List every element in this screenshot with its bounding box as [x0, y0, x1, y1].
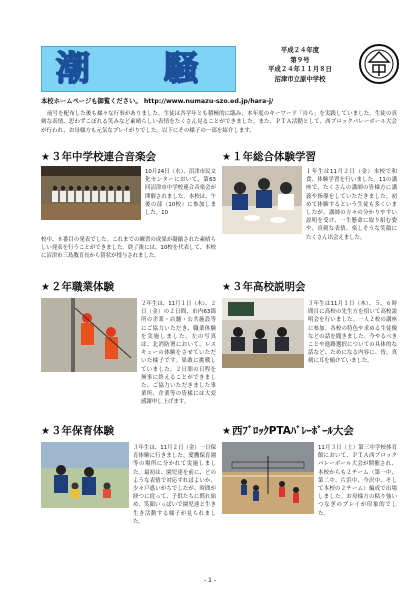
school-emblem	[359, 44, 399, 84]
section-title: ２年職業体験	[50, 281, 114, 293]
masthead-title	[41, 46, 236, 92]
section-text-1: 11月３日（土）第三中学校体育館において、ＰＴＡ西ブロックバレーボール大会が開催され、本校からも２チーム（第一中、第二中、片浜中、今沢中、そして本校の２チーム）編成で出場しました。お母様方の粘り強いつなぎのプレイが印象的でした。	[318, 445, 397, 517]
star-icon: ★	[222, 426, 231, 437]
issue-info	[240, 46, 360, 84]
section-text-1: 10月24日（水）、沼津市民文化センターにおいて、第63回沼津市中学校連合音楽会が開催されました。本校は、午後の部（10校）に参加しました。10	[145, 169, 216, 217]
star-icon: ★	[41, 426, 50, 437]
page-number: - 1 -	[204, 577, 216, 584]
section-high-school-briefing	[222, 280, 397, 420]
intro-text: 前号を配布した後も様々な行事がありました。生徒は各学年とも積極的に臨み、本年度のキーワード「自ら」を実践していました。生徒の真剣な表情、思わずこぼれる笑みなど素晴らしい表情をたくさん見ることができました。また、ＰＴＡ活動として、西ブロックバレーボール大会が行われ、お母様方も元気なプレイがりでした。以下にその様子の一部を紹介します。	[41, 111, 397, 134]
section-title: 西ﾌﾞﾛｯｸPTAﾊﾞﾚｰﾎﾞｰﾙ大会	[231, 425, 354, 437]
classroom-photo	[222, 298, 304, 368]
concert-photo	[41, 166, 141, 220]
school-name: 沼津市立原中学校	[274, 74, 326, 83]
section-title: ３年保育体験	[50, 425, 114, 437]
title-char-2: 騒	[164, 49, 198, 89]
volleyball-photo	[222, 442, 314, 514]
section-text-2: 校中、８番目の発表でした。これまでの練習の成果が凝縮された素晴らしい発表を行うことができました。終了後には、10校を代表して、本校に沼津市三島教育長から賞状が授与されました。	[41, 237, 216, 260]
homepage-url[interactable]: 本校ホームページも御覧ください。 http://www.numazu-szo.ed.jp/hara-j/	[41, 98, 274, 105]
section-text-1: ３年生は11月１日（木）、５、６時間目に高校の先生方を招いて高校説明会を行いました。一人２校の講座に参加。各校の特色や求める生徒像などの話を聞きました。今やるべきことや進路選択についての具体的な話など、ためになる内容に、皆、真剣に耳を傾けていました。	[308, 301, 397, 365]
rescue-photo	[41, 298, 137, 372]
issue-year: 平成２４年度	[280, 46, 320, 54]
star-icon: ★	[41, 282, 50, 293]
title-char-1: 潮	[56, 49, 90, 89]
section-text-1: ３年生は、11月２日（金）一日保育体験に行きました。愛鷹保育園等の場所に分かれて実施しました。最初は、園児達を前に、どのような表情で対応すればよいか、少々戸惑いがちでしたが、時間が経つに従って、子供たちに慣れ始め、笑顔いっぱいで園児達と生き生き活動する様子が見られました。	[133, 445, 216, 525]
section-integrated-learning	[222, 150, 397, 275]
section-text-1: ２年生は、11月１日（木）、２日（金）の２日間、市内63箇所の企業・店舗・公共施設等にご協力いただき、職業体験を実施しました。左の写真は、北消防署において、レスキューの体験をさせていただいた様子です。果敢に挑戦していました。２日間の日程を無事に終えることができました。ご協力いただきました事業所、企業等の皆様には大変感謝申し上げます。	[141, 301, 216, 406]
star-icon: ★	[222, 152, 231, 163]
section-job-experience	[41, 280, 216, 420]
section-pta-volleyball	[222, 424, 397, 569]
issue-date: 平成２４年１１月８日	[268, 65, 332, 74]
section-title: １年総合体験学習	[231, 151, 316, 163]
star-icon: ★	[41, 152, 50, 163]
section-title: ３年高校説明会	[231, 281, 306, 293]
childcare-photo	[41, 442, 129, 508]
section-title: ３年中学校連合音楽会	[50, 151, 156, 163]
section-childcare-experience	[41, 424, 216, 569]
cooking-photo	[222, 166, 302, 234]
issue-number: 第９号	[290, 55, 310, 64]
section-text-1: １年生は11月２日（金）本校で和食、体験学習を行いました。11の講座で、たくさんの講師の皆様方に講義や指導をしていただきました。初めて体験するという生徒も多くいましたが、講師の方々の分かりやすい説明を受け、一生懸命に取り組む姿や、真剣な表情、楽しそうな笑顔にたくさん出会えました。	[306, 169, 397, 241]
section-music	[41, 150, 216, 275]
star-icon: ★	[222, 282, 231, 293]
